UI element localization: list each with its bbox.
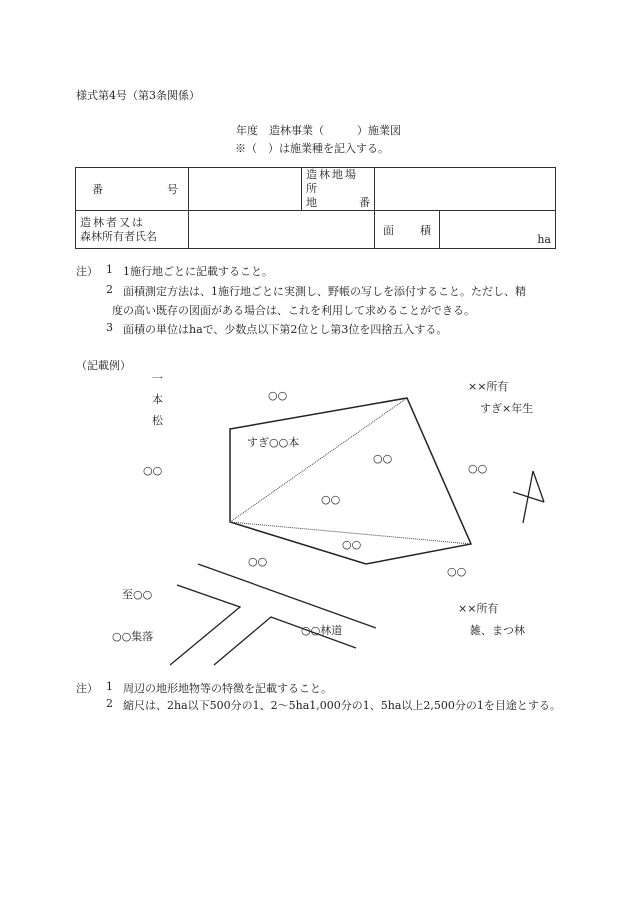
notes2-prefix: 注）: [76, 682, 98, 695]
map-note1-num: 1: [106, 680, 113, 693]
note2-text-cont: 度の高い既存の図面がある場合は、これを利用して求めることができる。: [112, 304, 475, 317]
note1-num: 1: [106, 263, 113, 276]
area-label-right: 積: [420, 223, 431, 237]
label-oo-inner-3: ○○: [342, 538, 362, 551]
map-note2-num: 2: [106, 697, 113, 710]
label-oo-left: ○○: [143, 464, 163, 477]
example-label: （記載例）: [76, 359, 131, 372]
note2-text: 面積測定方法は、1施行地ごとに実測し、野帳の写しを添付すること。ただし、精: [123, 285, 526, 298]
label-oo-lower-right: ○○: [447, 565, 467, 578]
label-oo-right: ○○: [468, 462, 488, 475]
form-title: 年度 造林事業（ ）施業図: [236, 124, 401, 137]
label-oo-top: ○○: [268, 389, 288, 402]
note1-text: 1施行地ごとに記載すること。: [123, 265, 273, 278]
label-owner-top: ××所有: [468, 380, 509, 393]
label-oo-below: ○○: [248, 555, 268, 568]
note3-text: 面積の単位はhaで、少数点以下第2位とし第3位を四捨五入する。: [123, 323, 448, 336]
form-subtitle-note: ※（ ）は施業種を記入する。: [235, 142, 389, 155]
label-owner-bottom-sub: 雑、まつ林: [470, 624, 525, 637]
map-note2-text: 縮尺は、2ha以下500分の1、2～5ha1,000分の1、5ha以上2,500分の1を目途とする。: [123, 699, 561, 712]
notes1-prefix: 注）: [76, 265, 98, 278]
label-oo-inner-2: ○○: [321, 493, 341, 506]
owner-label-line2: 森林所有者氏名: [80, 229, 157, 243]
pine-char-3: 松: [152, 414, 163, 427]
note3-num: 3: [106, 321, 113, 334]
area-label-left: 面: [383, 223, 394, 237]
site-label-line1: 造林地場所: [306, 168, 358, 195]
form-reference: 様式第4号（第3条関係）: [76, 89, 200, 102]
label-oo-inner-1: ○○: [373, 452, 393, 465]
label-village: ○○集落: [112, 630, 154, 643]
road-line-left: [170, 585, 240, 665]
map-note1-text: 周辺の地形地物等の特徴を記載すること。: [123, 682, 332, 695]
pine-char-2: 本: [152, 393, 163, 406]
label-forest-road: ○○林道: [301, 624, 343, 637]
note2-num: 2: [106, 283, 113, 296]
site-label-right: 番: [359, 196, 370, 209]
number-label-right: 号: [167, 183, 178, 196]
number-label-left: 番: [92, 183, 103, 196]
label-sugi-count: すぎ○○本: [247, 436, 300, 449]
owner-label-line1: 造林者又は: [80, 215, 145, 229]
label-owner-top-sub: すぎ×年生: [480, 402, 534, 415]
pine-char-1: 一: [152, 372, 163, 385]
site-label-left: 地: [306, 196, 317, 209]
label-to-oo: 至○○: [122, 588, 153, 601]
area-unit: ha: [537, 233, 551, 246]
north-arrow-icon: [513, 471, 544, 523]
road-line-upper: [198, 564, 376, 628]
label-owner-bottom: ××所有: [458, 602, 499, 615]
